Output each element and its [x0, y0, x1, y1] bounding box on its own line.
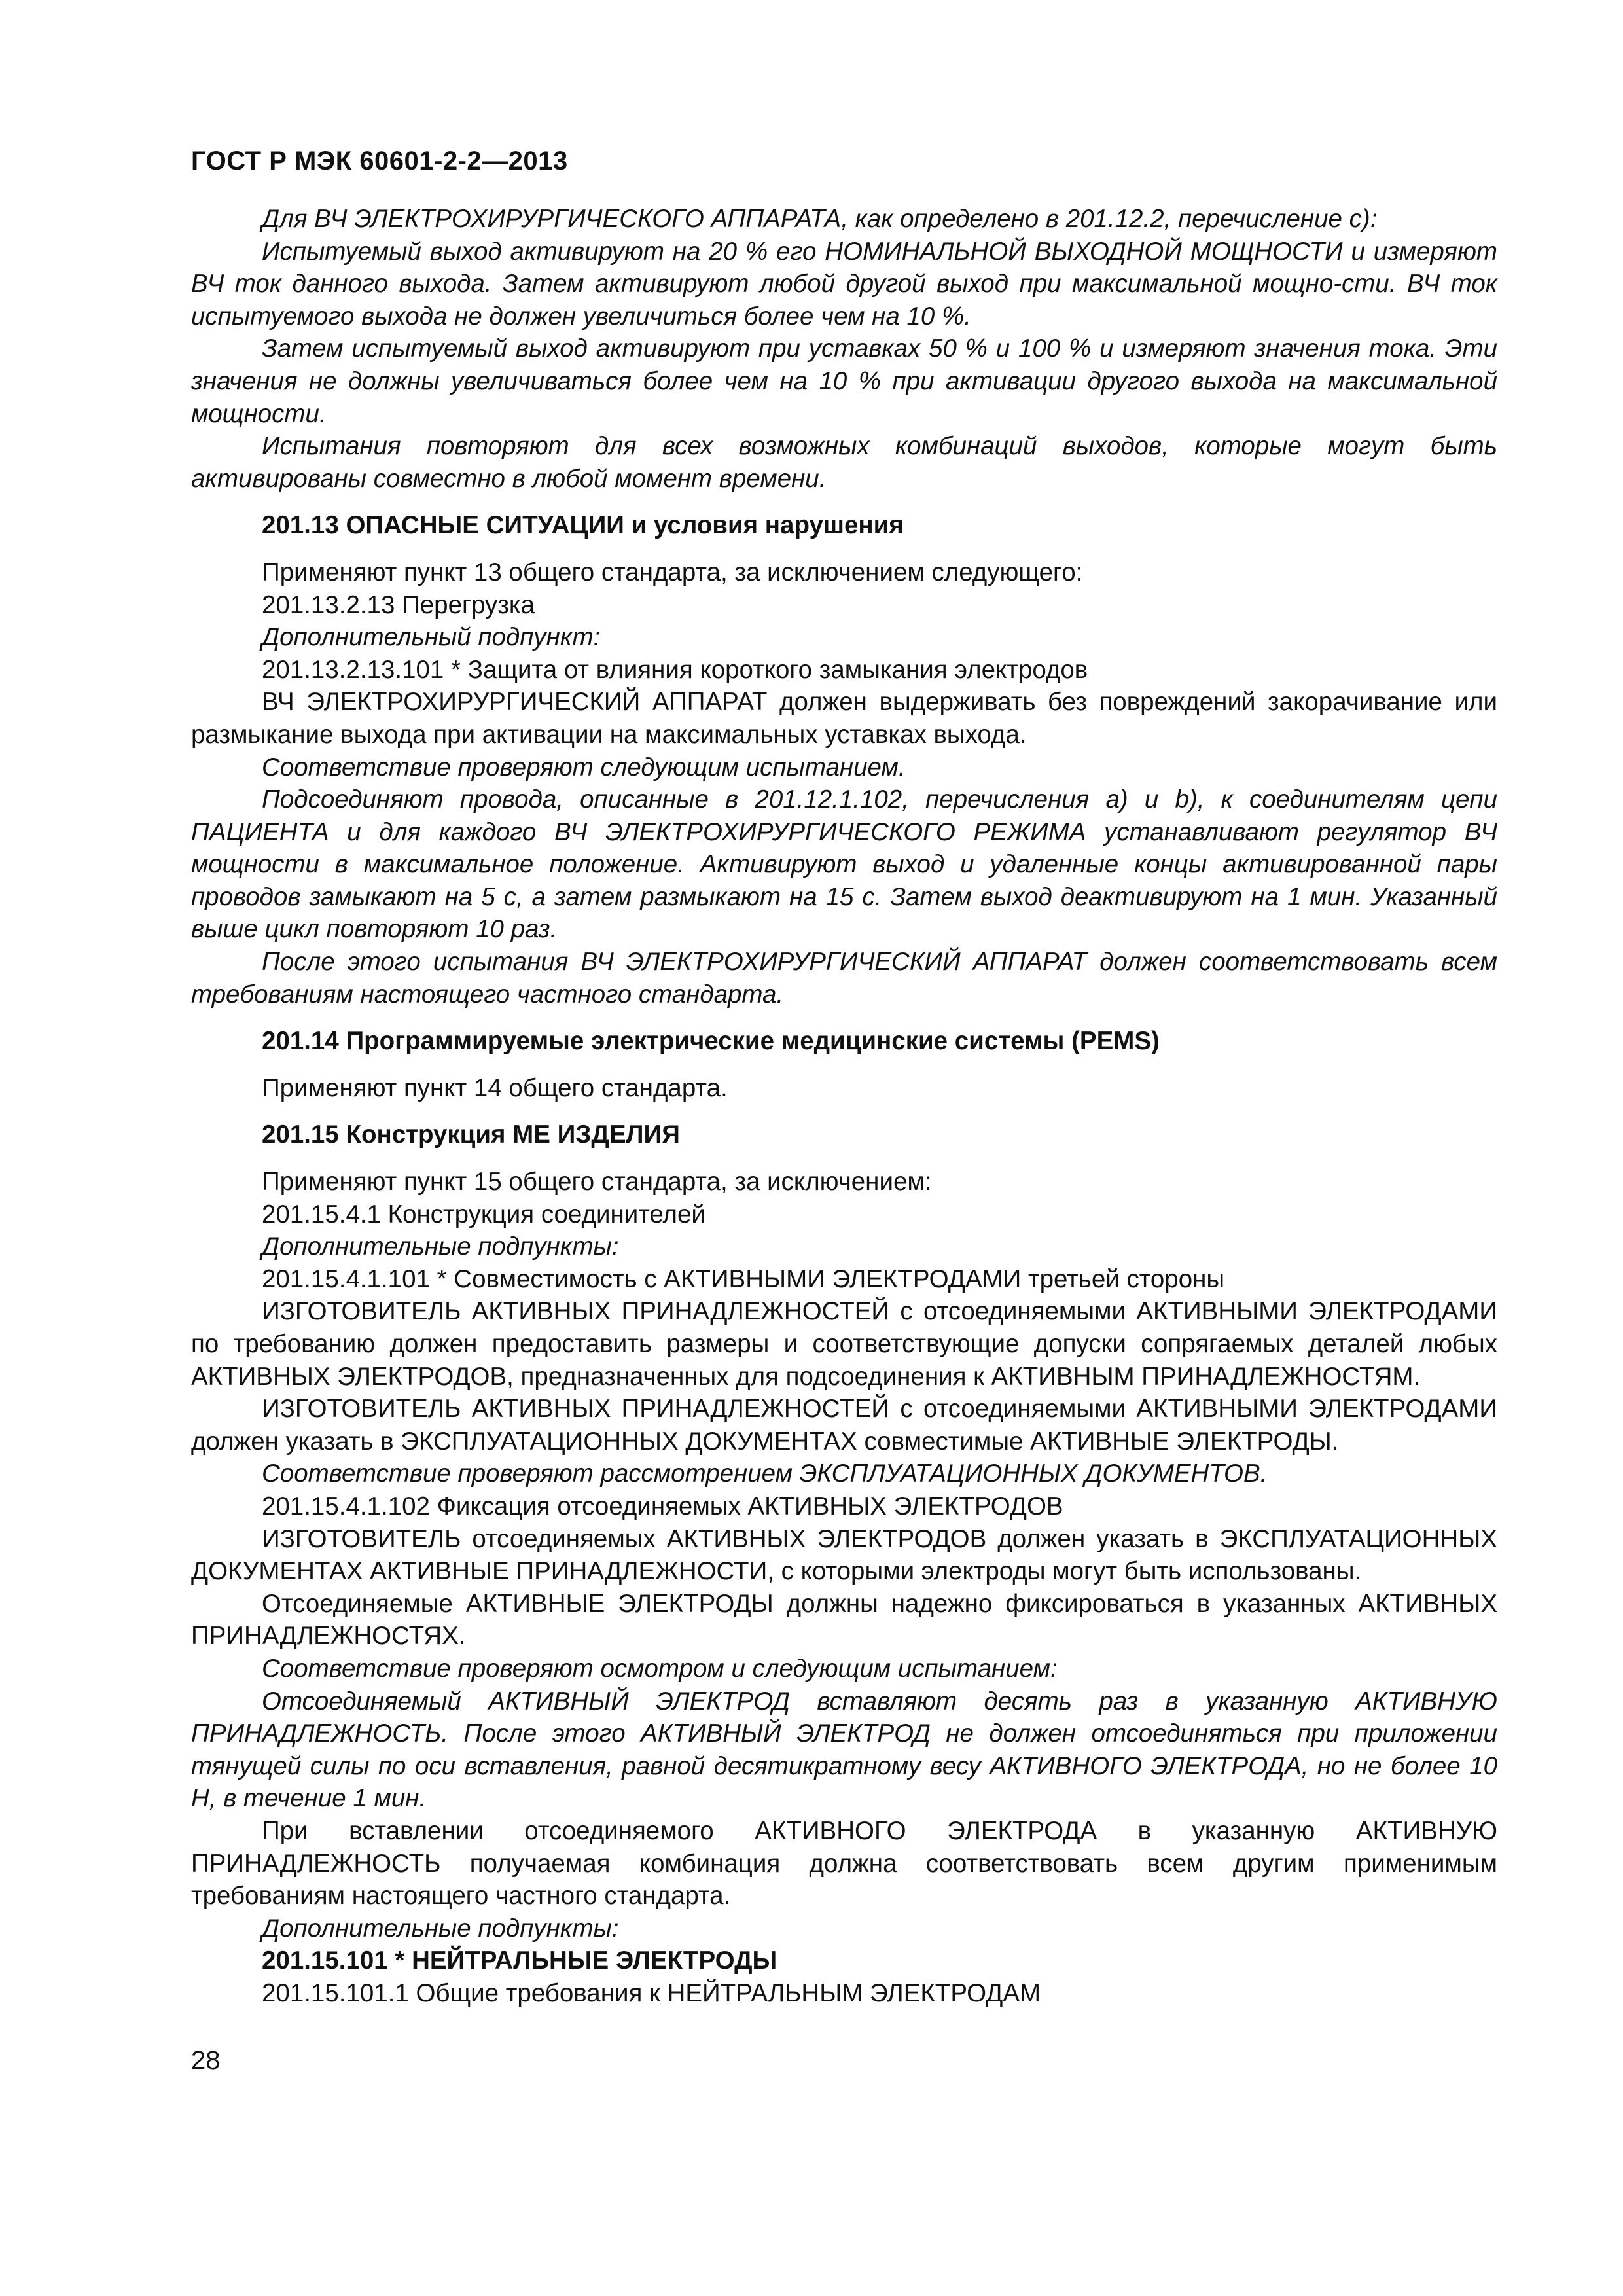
subsection-heading: 201.15.4.1.101 * Совместимость с АКТИВНЫМИ ЭЛЕКТРОДАМИ третьей стороны [262, 1265, 1225, 1293]
paragraph: ИЗГОТОВИТЕЛЬ отсоединяемых АКТИВНЫХ ЭЛЕКТРОДОВ должен указать в ЭКСПЛУАТАЦИОННЫХ ДОКУМЕНТАХ АКТИВНЫЕ ПРИНАДЛЕЖНОСТИ, с которыми электроды могут быть использованы. [191, 1524, 1497, 1586]
paragraph: Соответствие проверяют рассмотрением ЭКСПЛУАТАЦИОННЫХ ДОКУМЕНТОВ. [262, 1460, 1268, 1488]
paragraph: ИЗГОТОВИТЕЛЬ АКТИВНЫХ ПРИНАДЛЕЖНОСТЕЙ с отсоединяемыми АКТИВНЫМИ ЭЛЕКТРОДАМИ должен указать в ЭКСПЛУАТАЦИОННЫХ ДОКУМЕНТАХ совместимые АКТИВНЫЕ ЭЛЕКТРОДЫ. [191, 1395, 1497, 1456]
paragraph: Для ВЧ ЭЛЕКТРОХИРУРГИЧЕСКОГО АППАРАТА, как определено в 201.12.2, перечисление с): [262, 205, 1378, 233]
subsection-heading: 201.13.2.13 Перегрузка [262, 590, 535, 619]
paragraph: Дополнительный подпункт: [262, 623, 601, 652]
paragraph: Соответствие проверяют следующим испытанием. [262, 753, 906, 781]
paragraph: Соответствие проверяют осмотром и следующим испытанием: [262, 1654, 1058, 1683]
subsection-heading: 201.15.4.1 Конструкция соединителей [262, 1200, 705, 1229]
section-heading: 201.14 Программируемые электрические медицинские системы (PEMS) [262, 1027, 1160, 1056]
section-heading: 201.13 ОПАСНЫЕ СИТУАЦИИ и условия нарушения [262, 511, 904, 540]
paragraph: Отсоединяемые АКТИВНЫЕ ЭЛЕКТРОДЫ должны надежно фиксироваться в указанных АКТИВНЫХ ПРИНАДЛЕЖНОСТЯХ. [191, 1589, 1497, 1651]
paragraph: Подсоединяют провода, описанные в 201.12.1.102, перечисления a) и b), к соединителям цепи ПАЦИЕНТА и для каждого ВЧ ЭЛЕКТРОХИРУРГИЧЕСКОГО РЕЖИМА устанавливают регулятор ВЧ мощности в максимальное положение. Активируют выход и удаленные концы активированной пары проводов замыкают на 5 с, а затем размыкают на 15 с. Затем выход деактивируют на 1 мин. Указанный выше цикл повторяют 10 раз. [191, 785, 1497, 944]
subsection-heading: 201.15.4.1.102 Фиксация отсоединяемых АКТИВНЫХ ЭЛЕКТРОДОВ [262, 1492, 1063, 1520]
paragraph: После этого испытания ВЧ ЭЛЕКТРОХИРУРГИЧЕСКИЙ АППАРАТ должен соответствовать всем требованиям настоящего частного стандарта. [191, 948, 1497, 1009]
document-body [191, 203, 1497, 2009]
paragraph: ИЗГОТОВИТЕЛЬ АКТИВНЫХ ПРИНАДЛЕЖНОСТЕЙ с отсоединяемыми АКТИВНЫМИ ЭЛЕКТРОДАМИ по требованию должен предоставить размеры и соответствующие допуски сопрягаемых деталей любых АКТИВНЫХ ЭЛЕКТРОДОВ, предназначенных для подсоединения к АКТИВНЫМ ПРИНАДЛЕЖНОСТЯМ. [191, 1297, 1497, 1391]
paragraph: Затем испытуемый выход активируют при уставках 50 % и 100 % и измеряют значения тока. Эти значения не должны увеличиваться более чем на 10 % при активации другого выхода на максимальной мощности. [191, 334, 1497, 428]
subsection-heading: 201.13.2.13.101 * Защита от влияния короткого замыкания электродов [262, 655, 1088, 684]
paragraph: При вставлении отсоединяемого АКТИВНОГО ЭЛЕКТРОДА в указанную АКТИВНУЮ ПРИНАДЛЕЖНОСТЬ получаемая комбинация должна соответствовать всем другим применимым требованиям настоящего частного стандарта. [191, 1816, 1497, 1910]
subsection-heading: 201.15.101 * НЕЙТРАЛЬНЫЕ ЭЛЕКТРОДЫ [262, 1946, 777, 1975]
paragraph: Применяют пункт 15 общего стандарта, за исключением: [262, 1168, 932, 1196]
paragraph: Отсоединяемый АКТИВНЫЙ ЭЛЕКТРОД вставляют десять раз в указанную АКТИВНУЮ ПРИНАДЛЕЖНОСТЬ. После этого АКТИВНЫЙ ЭЛЕКТРОД не должен отсоединяться при приложении тянущей силы по оси вставления, равной десятикратному весу АКТИВНОГО ЭЛЕКТРОДА, но не более 10 Н, в течение 1 мин. [191, 1687, 1497, 1813]
paragraph: Испытуемый выход активируют на 20 % его НОМИНАЛЬНОЙ ВЫХОДНОЙ МОЩНОСТИ и измеряют ВЧ ток данного выхода. Затем активируют любой другой выход при максимальной мощно-сти. ВЧ ток испытуемого выхода не должен увеличиться более чем на 10 %. [191, 237, 1497, 331]
paragraph: Применяют пункт 14 общего стандарта. [262, 1073, 728, 1102]
paragraph: Дополнительные подпункты: [262, 1232, 619, 1261]
section-heading: 201.15 Конструкция МЕ ИЗДЕЛИЯ [262, 1121, 680, 1149]
paragraph: ВЧ ЭЛЕКТРОХИРУРГИЧЕСКИЙ АППАРАТ должен выдерживать без повреждений закорачивание или размыкание выхода при активации на максимальных уставках выхода. [191, 688, 1497, 749]
subsection-heading: 201.15.101.1 Общие требования к НЕЙТРАЛЬНЫМ ЭЛЕКТРОДАМ [262, 1979, 1041, 2007]
page-number: 28 [191, 2046, 221, 2075]
paragraph: Дополнительные подпункты: [262, 1914, 619, 1943]
document-header: ГОСТ Р МЭК 60601-2-2—2013 [191, 147, 568, 175]
paragraph: Испытания повторяют для всех возможных комбинаций выходов, которые могут быть активированы совместно в любой момент времени. [191, 432, 1497, 493]
paragraph: Применяют пункт 13 общего стандарта, за исключением следующего: [262, 558, 1083, 586]
